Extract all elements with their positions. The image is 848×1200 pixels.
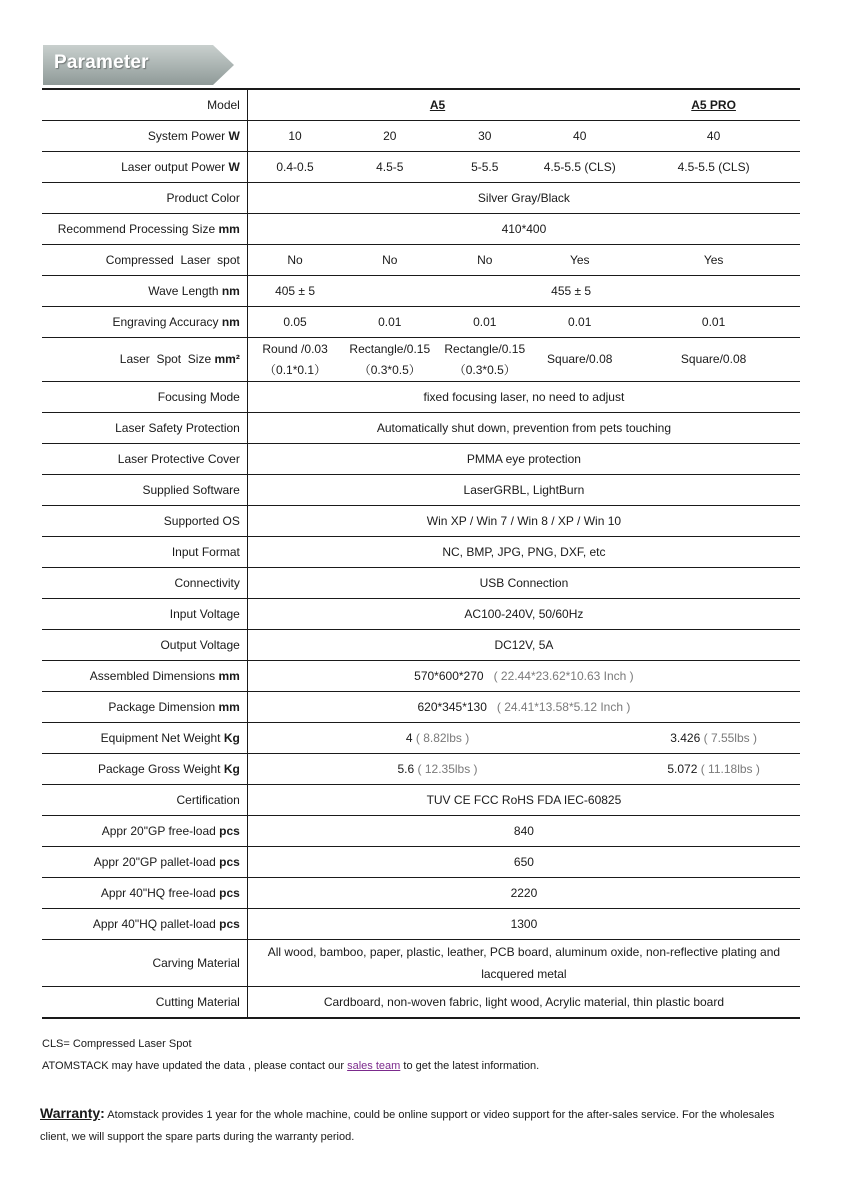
cell: No	[247, 245, 342, 276]
row-safety	[42, 413, 800, 444]
cell: 405 ± 5	[247, 276, 342, 307]
row-laser-output	[42, 152, 800, 183]
row-label: Connectivity	[42, 568, 247, 599]
cell: 0.4-0.5	[247, 152, 342, 183]
cell: 3.426 ( 7.55lbs )	[627, 723, 800, 754]
cell: 410*400	[247, 214, 800, 245]
cell: 0.01	[532, 307, 627, 338]
cell: 5-5.5	[437, 152, 532, 183]
row-processing-size	[42, 214, 800, 245]
cell: AC100-240V, 50/60Hz	[247, 599, 800, 630]
model-a5: A5	[247, 89, 627, 121]
cell: Square/0.08	[627, 338, 800, 382]
cell: PMMA eye protection	[247, 444, 800, 475]
row-label: Laser output Power W	[42, 152, 247, 183]
warranty-text: Atomstack provides 1 year for the whole machine, could be online support or video support for the after-sales service. For the wholesales client, we will support the spare parts during the warranty period.	[40, 1109, 775, 1143]
row-connectivity	[42, 568, 800, 599]
row-gp20-free	[42, 816, 800, 847]
cell: Silver Gray/Black	[247, 183, 800, 214]
row-net-weight	[42, 723, 800, 754]
row-compressed-spot	[42, 245, 800, 276]
cell: Square/0.08	[532, 338, 627, 382]
row-label: Input Format	[42, 537, 247, 568]
cell: fixed focusing laser, no need to adjust	[247, 382, 800, 413]
row-software	[42, 475, 800, 506]
row-label: Equipment Net Weight Kg	[42, 723, 247, 754]
cell: Cardboard, non-woven fabric, light wood, Acrylic material, thin plastic board	[247, 987, 800, 1019]
cell: 4.5-5.5 (CLS)	[627, 152, 800, 183]
cell: 5.072 ( 11.18lbs )	[627, 754, 800, 785]
row-label: Output Voltage	[42, 630, 247, 661]
row-hq40-free	[42, 878, 800, 909]
row-label: Product Color	[42, 183, 247, 214]
row-label: Supported OS	[42, 506, 247, 537]
row-carving-material	[42, 940, 800, 987]
row-label: Model	[42, 89, 247, 121]
row-label: Carving Material	[42, 940, 247, 987]
row-label: Compressed Laser spot	[42, 245, 247, 276]
parameter-table	[42, 88, 800, 1019]
cell: 5.6 ( 12.35lbs )	[247, 754, 627, 785]
row-label: Package Dimension mm	[42, 692, 247, 723]
cell: Rectangle/0.15 （0.3*0.5）	[342, 338, 437, 382]
row-label: Appr 40"HQ free-load pcs	[42, 878, 247, 909]
row-label: Engraving Accuracy nm	[42, 307, 247, 338]
row-label: System Power W	[42, 121, 247, 152]
row-label: Assembled Dimensions mm	[42, 661, 247, 692]
row-spot-size	[42, 338, 800, 382]
row-input-format	[42, 537, 800, 568]
cell: Yes	[627, 245, 800, 276]
section-title: Parameter	[54, 52, 149, 73]
row-gross-weight	[42, 754, 800, 785]
row-input-voltage	[42, 599, 800, 630]
cell: DC12V, 5A	[247, 630, 800, 661]
row-product-color	[42, 183, 800, 214]
cell: TUV CE FCC RoHS FDA IEC-60825	[247, 785, 800, 816]
row-focusing-mode	[42, 382, 800, 413]
warranty-paragraph: Warranty: Atomstack provides 1 year for the whole machine, could be online support or video support for the after-sales service. For the wholesales client, we will support the spare parts during the warranty period.	[40, 1105, 775, 1143]
row-label: Focusing Mode	[42, 382, 247, 413]
row-label: Certification	[42, 785, 247, 816]
cell: Rectangle/0.15 （0.3*0.5）	[437, 338, 532, 382]
cell: 620*345*130 ( 24.41*13.58*5.12 Inch )	[247, 692, 800, 723]
warranty-title: Warranty	[40, 1105, 101, 1121]
section-banner	[43, 45, 234, 85]
cell: 570*600*270 ( 22.44*23.62*10.63 Inch )	[247, 661, 800, 692]
cell: No	[342, 245, 437, 276]
update-note: ATOMSTACK may have updated the data , please contact our sales team to get the latest information.	[42, 1060, 540, 1072]
sales-team-link[interactable]: sales team	[347, 1060, 401, 1072]
row-label: Supplied Software	[42, 475, 247, 506]
row-engraving-accuracy	[42, 307, 800, 338]
cell: 10	[247, 121, 342, 152]
row-wave-length	[42, 276, 800, 307]
row-model	[42, 89, 800, 121]
row-label: Input Voltage	[42, 599, 247, 630]
cell: 1300	[247, 909, 800, 940]
cell: 0.05	[247, 307, 342, 338]
model-a5pro: A5 PRO	[627, 89, 800, 121]
cell: 2220	[247, 878, 800, 909]
cell: USB Connection	[247, 568, 800, 599]
cell: 650	[247, 847, 800, 878]
cell: 455 ± 5	[342, 276, 800, 307]
row-label: Appr 20"GP pallet-load pcs	[42, 847, 247, 878]
row-package-dimension	[42, 692, 800, 723]
cell: Win XP / Win 7 / Win 8 / XP / Win 10	[247, 506, 800, 537]
row-gp20-pallet	[42, 847, 800, 878]
row-hq40-pallet	[42, 909, 800, 940]
cell: 4.5-5	[342, 152, 437, 183]
row-label: Appr 40"HQ pallet-load pcs	[42, 909, 247, 940]
row-label: Appr 20"GP free-load pcs	[42, 816, 247, 847]
row-label: Laser Protective Cover	[42, 444, 247, 475]
cell: 0.01	[437, 307, 532, 338]
cell: 4.5-5.5 (CLS)	[532, 152, 627, 183]
row-label: Wave Length nm	[42, 276, 247, 307]
cell: 20	[342, 121, 437, 152]
cell: 4 ( 8.82lbs )	[247, 723, 627, 754]
cell: Round /0.03 （0.1*0.1）	[247, 338, 342, 382]
cell: LaserGRBL, LightBurn	[247, 475, 800, 506]
row-output-voltage	[42, 630, 800, 661]
row-label: Laser Spot Size mm²	[42, 338, 247, 382]
row-label: Package Gross Weight Kg	[42, 754, 247, 785]
row-label: Cutting Material	[42, 987, 247, 1019]
cell: Automatically shut down, prevention from pets touching	[247, 413, 800, 444]
cell: 30	[437, 121, 532, 152]
cell: 0.01	[627, 307, 800, 338]
cell: NC, BMP, JPG, PNG, DXF, etc	[247, 537, 800, 568]
row-os	[42, 506, 800, 537]
cell: 0.01	[342, 307, 437, 338]
cell: Yes	[532, 245, 627, 276]
cell: 40	[532, 121, 627, 152]
row-label: Laser Safety Protection	[42, 413, 247, 444]
row-system-power	[42, 121, 800, 152]
row-certification	[42, 785, 800, 816]
cls-note: CLS= Compressed Laser Spot	[42, 1038, 192, 1050]
row-cutting-material	[42, 987, 800, 1019]
cell: 40	[627, 121, 800, 152]
row-cover	[42, 444, 800, 475]
cell: No	[437, 245, 532, 276]
cell: 840	[247, 816, 800, 847]
row-label: Recommend Processing Size mm	[42, 214, 247, 245]
cell: All wood, bamboo, paper, plastic, leather, PCB board, aluminum oxide, non-reflective plating and lacquered metal	[247, 940, 800, 987]
row-assembled-dimensions	[42, 661, 800, 692]
